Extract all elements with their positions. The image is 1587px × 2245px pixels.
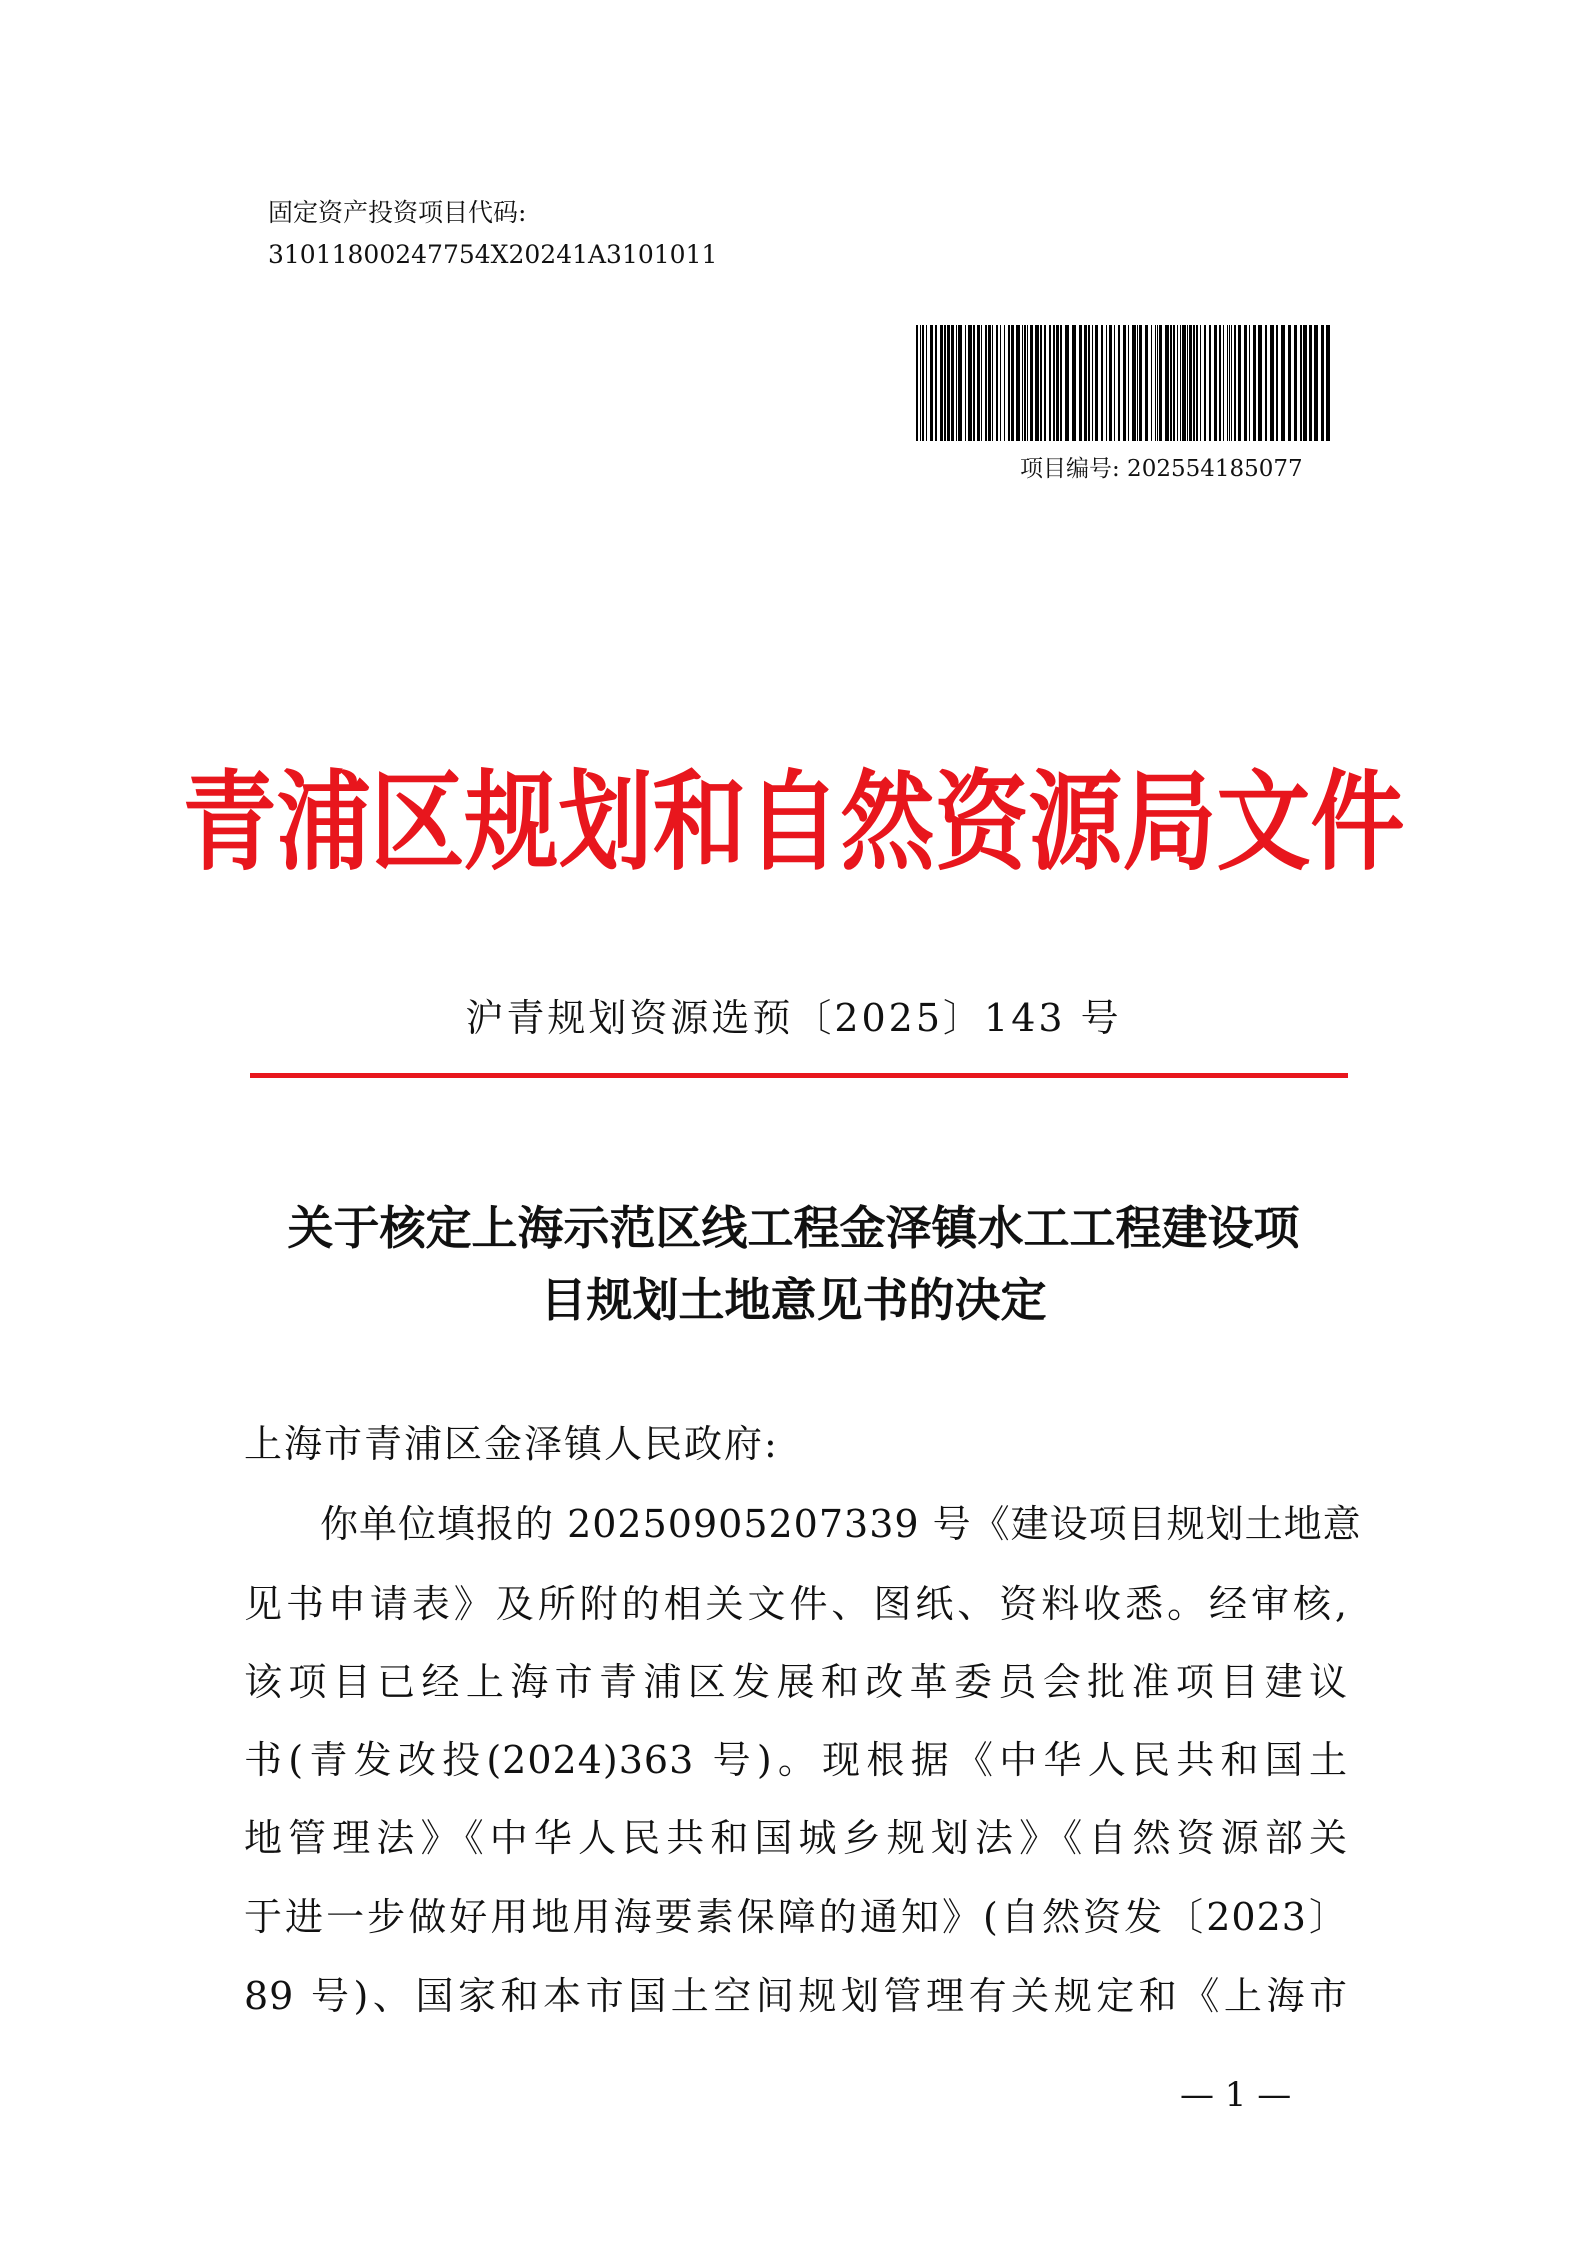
body-line: 你单位填报的 20250905207339 号《建设项目规划土地意 <box>320 1502 1362 1546</box>
body-line: 见书申请表》及所附的相关文件、图纸、资料收悉。经审核, <box>244 1582 1348 1626</box>
body-line: 该项目已经上海市青浦区发展和改革委员会批准项目建议 <box>244 1660 1348 1704</box>
investment-code-value: 31011800247754X20241A3101011 <box>268 240 718 269</box>
page-number: — 1 — <box>1180 2075 1292 2115</box>
red-divider-line <box>250 1073 1348 1078</box>
issuing-authority-title: 青浦区规划和自然资源局文件 <box>182 760 1405 887</box>
project-number: 项目编号: 202554185077 <box>1020 456 1303 482</box>
investment-code-label: 固定资产投资项目代码: <box>268 198 527 227</box>
document-title-line-2: 目规划土地意见书的决定 <box>540 1273 1047 1327</box>
barcode-image <box>916 325 1332 441</box>
document-number: 沪青规划资源选预〔2025〕143 号 <box>465 996 1122 1040</box>
body-line: 书(青发改投(2024)363 号)。现根据《中华人民共和国土 <box>244 1738 1348 1782</box>
body-line: 于进一步做好用地用海要素保障的通知》(自然资发〔2023〕 <box>244 1895 1348 1939</box>
document-title-line-1: 关于核定上海示范区线工程金泽镇水工工程建设项 <box>287 1201 1300 1255</box>
body-line: 89 号)、国家和本市国土空间规划管理有关规定和《上海市 <box>244 1974 1348 2018</box>
body-line: 地管理法》《中华人民共和国城乡规划法》《自然资源部关 <box>244 1816 1348 1860</box>
addressee: 上海市青浦区金泽镇人民政府: <box>244 1422 779 1466</box>
